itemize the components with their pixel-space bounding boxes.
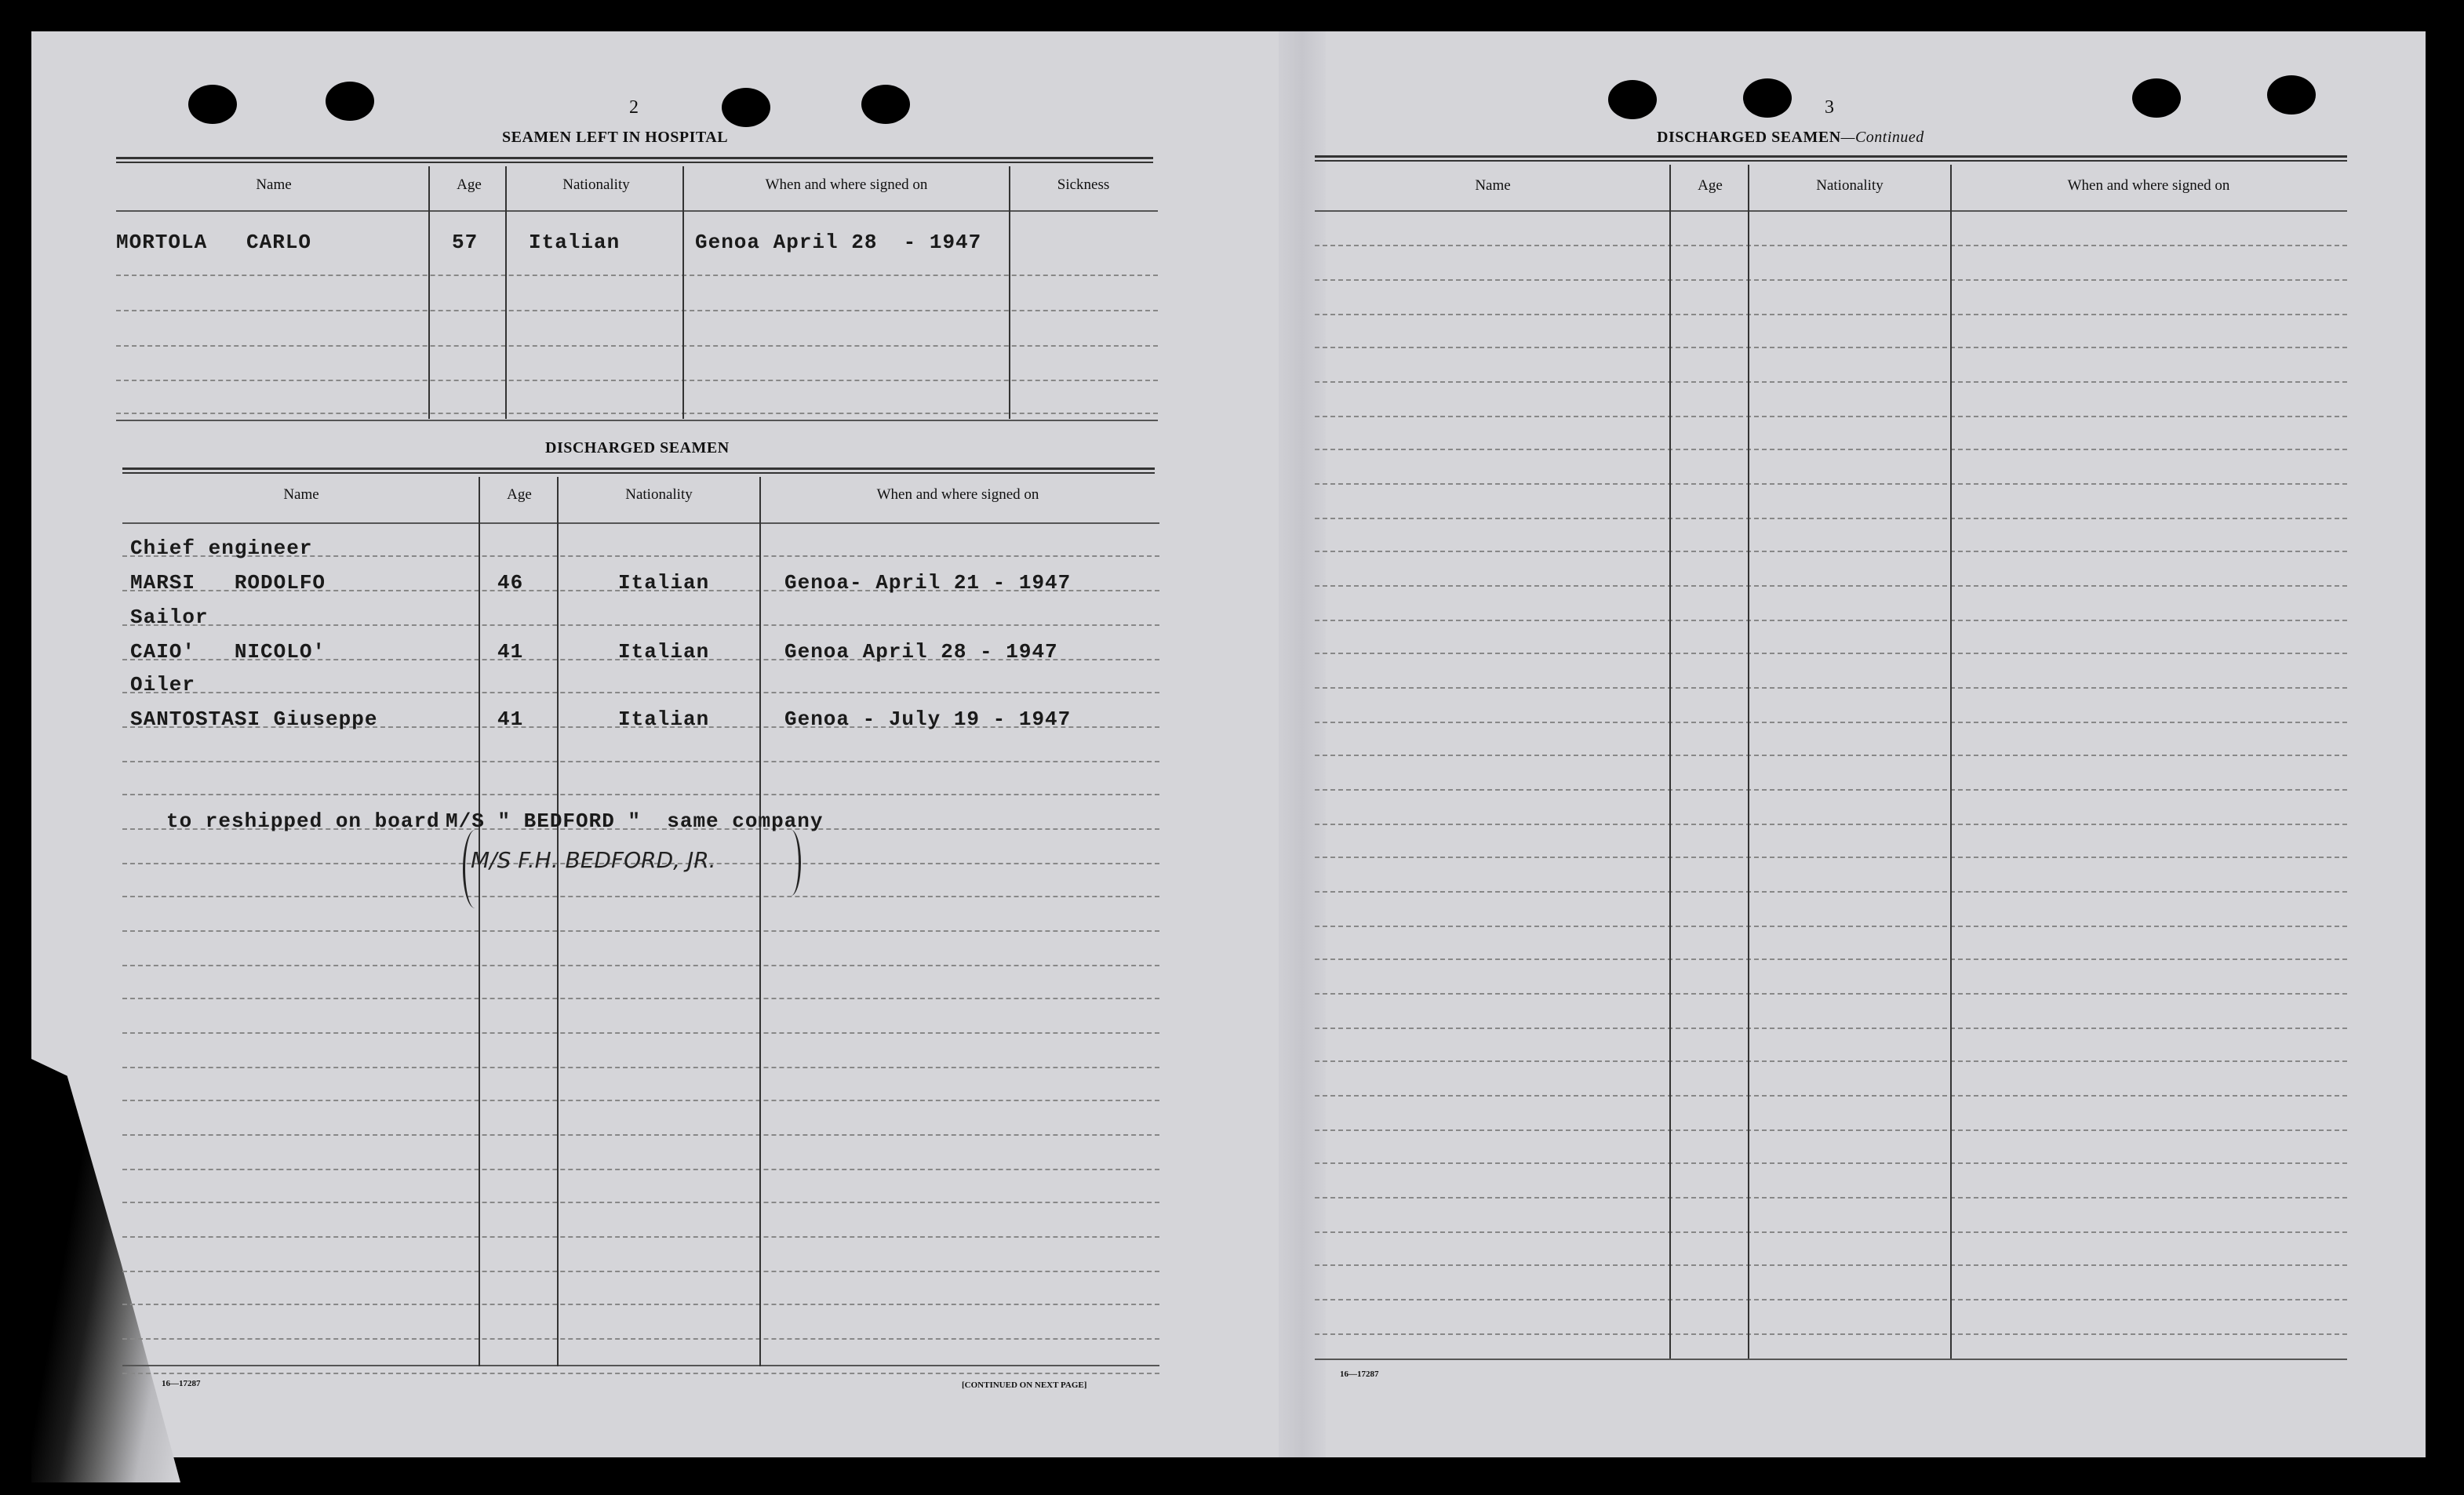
discharged-row-name: SANTOSTASI Giuseppe [130, 707, 378, 731]
ruled-line [116, 413, 1158, 414]
discharged-row-name: MARSI RODOLFO [130, 571, 326, 595]
ruled-line [122, 761, 1159, 762]
ruled-line [1315, 993, 2347, 995]
ruled-line [1315, 381, 2347, 383]
ruled-line [1315, 687, 2347, 689]
hospital-col-nationality: Nationality [562, 176, 630, 193]
right-header-rule [1315, 155, 2347, 162]
punch-hole [1743, 78, 1792, 118]
ruled-line [1315, 347, 2347, 348]
punch-hole [326, 82, 374, 121]
ruled-line [122, 1100, 1159, 1101]
right-page-number: 3 [1825, 97, 1834, 118]
hospital-header-underline [116, 210, 1158, 212]
reshipped-vessel: M/S " BEDFORD " same company [446, 809, 824, 833]
ruled-line [1315, 1129, 2347, 1131]
ruled-line [122, 624, 1159, 626]
ruled-line [1315, 585, 2347, 587]
ruled-line [1315, 551, 2347, 552]
ruled-line [1315, 1197, 2347, 1199]
ruled-line [122, 896, 1159, 897]
right-col-nationality: Nationality [1816, 177, 1883, 194]
discharged-bottom-rule [122, 1365, 1159, 1366]
column-divider [1009, 166, 1010, 419]
ruled-line [1315, 926, 2347, 927]
right-section-title-main: DISCHARGED SEAMEN [1657, 129, 1841, 146]
reshipped-note: to reshipped on board [166, 809, 440, 833]
column-divider [428, 166, 430, 419]
ruled-line [122, 1236, 1159, 1238]
ruled-line [122, 794, 1159, 795]
ruled-line [122, 1169, 1159, 1170]
handwritten-paren-close [781, 830, 801, 896]
column-divider [682, 166, 684, 419]
discharged-col-name: Name [283, 486, 319, 503]
right-bottom-rule [1315, 1359, 2347, 1360]
ruled-line [1315, 518, 2347, 519]
right-form-number: 16—17287 [1340, 1370, 1379, 1379]
handwritten-vessel-name: M/S F.H. BEDFORD, JR. [471, 847, 716, 873]
left-form-number: 16—17287 [162, 1379, 201, 1388]
ruled-line [1315, 416, 2347, 417]
column-divider [1950, 165, 1952, 1359]
ruled-line [1315, 653, 2347, 654]
ruled-line [1315, 1264, 2347, 1266]
ruled-line [1315, 1333, 2347, 1335]
discharged-row-signed-on: Genoa - July 19 - 1947 [784, 707, 1072, 731]
discharged-row-signed-on: Genoa April 28 - 1947 [784, 640, 1058, 664]
ruled-line [1315, 483, 2347, 485]
ruled-line [1315, 245, 2347, 246]
discharged-row-rank: Oiler [130, 673, 196, 697]
right-section-title-cont: —Continued [1840, 129, 1924, 146]
ruled-line [122, 1271, 1159, 1272]
manifest-sheet [31, 31, 2426, 1457]
punch-hole [861, 85, 910, 124]
ruled-line [122, 1202, 1159, 1203]
ruled-line [1315, 755, 2347, 756]
ruled-line [122, 1373, 1159, 1374]
ruled-line [1315, 620, 2347, 621]
right-col-age: Age [1698, 177, 1723, 194]
ruled-line [122, 1338, 1159, 1340]
ruled-line [1315, 824, 2347, 825]
discharged-row-nationality: Italian [618, 707, 710, 731]
column-divider [759, 477, 761, 1366]
discharged-row-rank: Sailor [130, 606, 209, 629]
ruled-line [122, 1304, 1159, 1305]
hospital-header-rule [116, 157, 1153, 163]
ruled-line [122, 998, 1159, 999]
discharged-row-age: 41 [497, 640, 524, 664]
discharged-header-underline [122, 522, 1159, 524]
ruled-line [122, 1134, 1159, 1136]
ruled-line [1315, 789, 2347, 791]
discharged-row-age: 46 [497, 571, 524, 595]
punch-hole [2267, 75, 2316, 115]
hospital-bottom-rule [116, 420, 1158, 421]
column-divider [557, 477, 559, 1366]
hospital-section-title: SEAMEN LEFT IN HOSPITAL [502, 129, 729, 146]
right-header-underline [1315, 210, 2347, 212]
column-divider [1669, 165, 1671, 1359]
ruled-line [116, 310, 1158, 311]
discharged-col-age: Age [507, 486, 532, 503]
discharged-col-nationality: Nationality [625, 486, 693, 503]
ruled-line [1315, 1231, 2347, 1233]
right-col-signed-on: When and where signed on [2067, 177, 2230, 194]
discharged-row-nationality: Italian [618, 571, 710, 595]
right-col-name: Name [1475, 177, 1511, 194]
discharged-row-age: 41 [497, 707, 524, 731]
ruled-line [1315, 958, 2347, 960]
discharged-section-title: DISCHARGED SEAMEN [545, 439, 730, 457]
hospital-row-signed-on: Genoa April 28 - 1947 [695, 231, 982, 254]
discharged-row-name: CAIO' NICOLO' [130, 640, 326, 664]
ruled-line [122, 930, 1159, 932]
ruled-line [116, 275, 1158, 276]
ruled-line [1315, 1028, 2347, 1029]
ruled-line [1315, 279, 2347, 281]
ruled-line [1315, 1299, 2347, 1300]
hospital-col-sickness: Sickness [1057, 176, 1110, 193]
ruled-line [1315, 1060, 2347, 1062]
continued-note: [CONTINUED ON NEXT PAGE] [962, 1380, 1087, 1390]
hospital-col-age: Age [457, 176, 482, 193]
hospital-col-signed-on: When and where signed on [765, 176, 928, 193]
ruled-line [1315, 857, 2347, 858]
hospital-row-nationality: Italian [529, 231, 621, 254]
ruled-line [1315, 1162, 2347, 1164]
ruled-line [122, 1032, 1159, 1034]
ruled-line [116, 380, 1158, 381]
punch-hole [722, 88, 770, 127]
hospital-row-age: 57 [452, 231, 479, 254]
hospital-row-name: MORTOLA CARLO [116, 231, 312, 254]
discharged-col-signed-on: When and where signed on [876, 486, 1039, 503]
discharged-header-rule [122, 467, 1155, 474]
hospital-col-name: Name [256, 176, 292, 193]
discharged-row-signed-on: Genoa- April 21 - 1947 [784, 571, 1072, 595]
left-page-number: 2 [629, 97, 639, 118]
ruled-line [122, 1067, 1159, 1068]
discharged-row-rank: Chief engineer [130, 537, 313, 560]
ruled-line [1315, 1095, 2347, 1097]
ruled-line [122, 692, 1159, 693]
right-section-title [1657, 129, 1924, 147]
punch-hole [1608, 80, 1657, 119]
ruled-line [122, 965, 1159, 966]
ruled-line [1315, 449, 2347, 450]
column-divider [1748, 165, 1749, 1359]
discharged-row-nationality: Italian [618, 640, 710, 664]
punch-hole [2132, 78, 2181, 118]
ruled-line [1315, 314, 2347, 315]
punch-hole [188, 85, 237, 124]
column-divider [479, 477, 480, 1366]
ruled-line [1315, 722, 2347, 723]
ruled-line [1315, 891, 2347, 893]
column-divider [505, 166, 507, 419]
ruled-line [116, 345, 1158, 347]
